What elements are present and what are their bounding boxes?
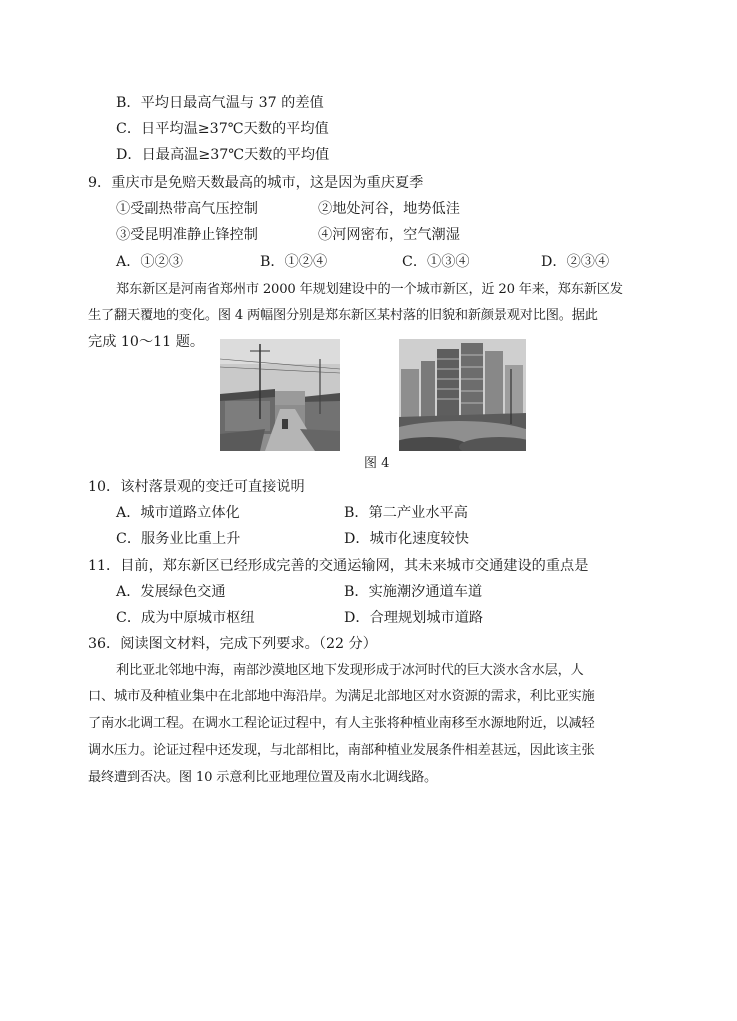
old-village-photo bbox=[220, 339, 340, 451]
q8-option-b: B．平均日最高气温与 37 的差值 bbox=[116, 95, 324, 111]
new-district-photo bbox=[399, 339, 526, 451]
q11-stem: 11．目前，郑东新区已经形成完善的交通运输网，其未来城市交通建设的重点是 bbox=[88, 558, 589, 574]
q9-statement-4: ④河网密布，空气潮湿 bbox=[318, 227, 460, 243]
passage-line-2: 生了翻天覆地的变化。图 4 两幅图分别是郑东新区某村落的旧貌和新颜景观对比图。据此 bbox=[88, 308, 598, 323]
q9-option-a: A．①②③ bbox=[116, 254, 183, 270]
q10-option-d: D．城市化速度较快 bbox=[344, 531, 469, 547]
q8-option-c: C．日平均温≥37℃天数的平均值 bbox=[116, 121, 329, 137]
passage-line-1: 郑东新区是河南省郑州市 2000 年规划建设中的一个城市新区，近 20 年来，郑东新区发 bbox=[116, 282, 623, 297]
q9-stem: 9．重庆市是免赔天数最高的城市，这是因为重庆夏季 bbox=[88, 175, 424, 191]
q9-option-d: D．②③④ bbox=[541, 254, 610, 270]
q36-material-line-4: 调水压力。论证过程中还发现，与北部相比，南部种植业发展条件相差甚远，因此该主张 bbox=[88, 743, 595, 758]
q10-option-b: B．第二产业水平高 bbox=[344, 505, 468, 521]
q9-statement-2: ②地处河谷，地势低洼 bbox=[318, 201, 460, 217]
q36-stem: 36．阅读图文材料，完成下列要求。（22 分） bbox=[88, 636, 377, 652]
q36-material-line-1: 利比亚北邻地中海，南部沙漠地区地下发现形成于冰河时代的巨大淡水含水层，人 bbox=[116, 663, 584, 678]
q9-statement-3: ③受昆明准静止锋控制 bbox=[116, 227, 258, 243]
q11-option-b: B．实施潮汐通道车道 bbox=[344, 584, 483, 600]
q11-option-c: C．成为中原城市枢纽 bbox=[116, 610, 255, 626]
q10-option-a: A．城市道路立体化 bbox=[116, 505, 240, 521]
q11-option-d: D．合理规划城市道路 bbox=[344, 610, 484, 626]
q9-option-b: B．①②④ bbox=[260, 254, 328, 270]
q10-option-c: C．服务业比重上升 bbox=[116, 531, 241, 547]
q8-option-d: D．日最高温≥37℃天数的平均值 bbox=[116, 147, 330, 163]
figure-caption: 图 4 bbox=[364, 456, 390, 471]
q36-material-line-2: 口、城市及种植业集中在北部地中海沿岸。为满足北部地区对水资源的需求，利比亚实施 bbox=[88, 689, 595, 704]
passage-line-3: 完成 10～11 题。 bbox=[88, 334, 205, 350]
q36-material-line-5: 最终遭到否决。图 10 示意利比亚地理位置及南水北调线路。 bbox=[88, 770, 438, 785]
q9-option-c: C．①③④ bbox=[402, 254, 470, 270]
q9-statement-1: ①受副热带高气压控制 bbox=[116, 201, 258, 217]
q11-option-a: A．发展绿色交通 bbox=[116, 584, 226, 600]
q10-stem: 10．该村落景观的变迁可直接说明 bbox=[88, 479, 305, 495]
q36-material-line-3: 了南水北调工程。在调水工程论证过程中，有人主张将种植业南移至水源地附近，以减轻 bbox=[88, 716, 595, 731]
